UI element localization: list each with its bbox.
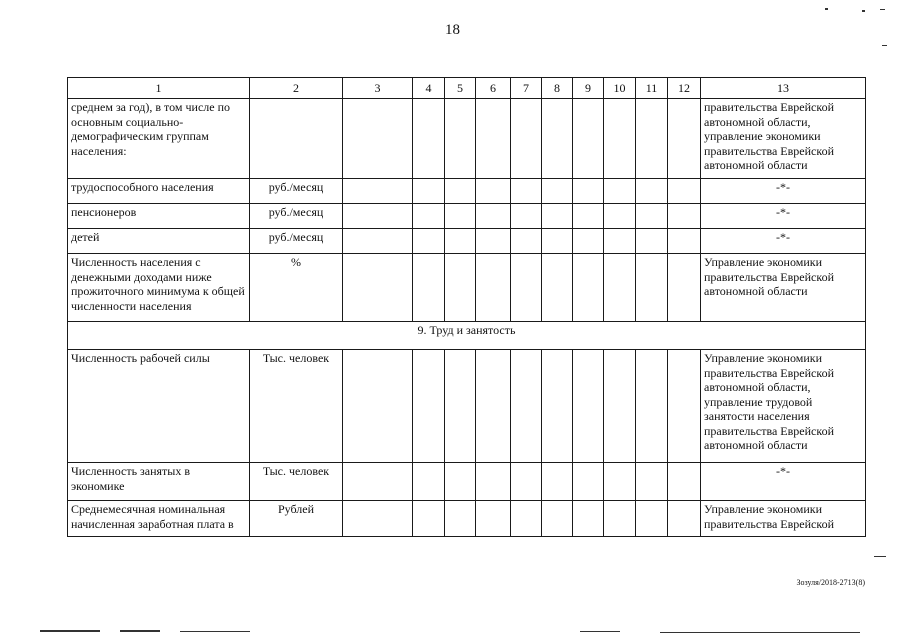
section-row — [68, 322, 866, 350]
column-header: 9 — [573, 78, 604, 99]
indicator-unit — [250, 99, 343, 179]
responsible-body: Управление экономики правительства Еврейской автономной области, управление трудовой занятости населения правительства Еврейской автономной области — [701, 350, 866, 463]
responsible-body: Управление экономики правительства Еврейской — [701, 501, 866, 537]
responsible-body: -*- — [701, 179, 866, 204]
scan-artifact — [825, 8, 828, 10]
indicator-name: Численность населения с денежными доходами ниже прожиточного минимума к общей численности населения — [68, 254, 250, 322]
indicator-unit: % — [250, 254, 343, 322]
indicator-unit: руб./месяц — [250, 204, 343, 229]
column-header: 2 — [250, 78, 343, 99]
section-title: 9. Труд и занятость — [68, 322, 866, 350]
table-header — [68, 78, 866, 99]
scan-artifact — [180, 631, 250, 632]
responsible-body: -*- — [701, 229, 866, 254]
scan-artifact — [40, 630, 100, 632]
table-row — [68, 99, 866, 179]
scan-artifact — [862, 10, 865, 12]
column-header: 13 — [701, 78, 866, 99]
column-header: 11 — [636, 78, 668, 99]
indicator-name: Численность занятых в экономике — [68, 463, 250, 501]
indicator-name: Среднемесячная номинальная начисленная заработная плата в — [68, 501, 250, 537]
table-row — [68, 463, 866, 501]
column-header: 4 — [413, 78, 445, 99]
table-row — [68, 254, 866, 322]
indicator-unit: Тыс. человек — [250, 350, 343, 463]
indicator-unit: Тыс. человек — [250, 463, 343, 501]
page-number: 18 — [445, 22, 460, 38]
table-row — [68, 350, 866, 463]
column-header: 7 — [511, 78, 542, 99]
indicators-table — [67, 77, 866, 537]
column-header: 10 — [604, 78, 636, 99]
indicator-name: детей — [68, 229, 250, 254]
table-row — [68, 501, 866, 537]
responsible-body: -*- — [701, 204, 866, 229]
column-header: 6 — [476, 78, 511, 99]
scan-artifact — [580, 631, 620, 632]
column-header: 3 — [343, 78, 413, 99]
indicator-name: Численность рабочей силы — [68, 350, 250, 463]
indicator-unit: руб./месяц — [250, 229, 343, 254]
table-row — [68, 229, 866, 254]
table-row — [68, 179, 866, 204]
column-header: 1 — [68, 78, 250, 99]
indicator-unit: руб./месяц — [250, 179, 343, 204]
indicator-name: среднем за год), в том числе по основным социально-демографическим группам населения: — [68, 99, 250, 179]
column-header: 12 — [668, 78, 701, 99]
responsible-body: правительства Еврейской автономной области, управление экономики правительства Еврейской автономной области — [701, 99, 866, 179]
scan-artifact — [660, 632, 860, 633]
scan-artifact — [882, 45, 887, 46]
scan-artifact — [120, 630, 160, 632]
scan-artifact — [880, 9, 885, 10]
document-code: Зозуля/2018-2713(8) — [796, 578, 865, 587]
table-row — [68, 204, 866, 229]
column-numbers-row — [68, 78, 866, 99]
scan-artifact — [874, 556, 886, 557]
responsible-body: -*- — [701, 463, 866, 501]
indicator-unit: Рублей — [250, 501, 343, 537]
responsible-body: Управление экономики правительства Еврейской автономной области — [701, 254, 866, 322]
column-header: 5 — [445, 78, 476, 99]
indicator-name: трудоспособного населения — [68, 179, 250, 204]
column-header: 8 — [542, 78, 573, 99]
indicator-name: пенсионеров — [68, 204, 250, 229]
